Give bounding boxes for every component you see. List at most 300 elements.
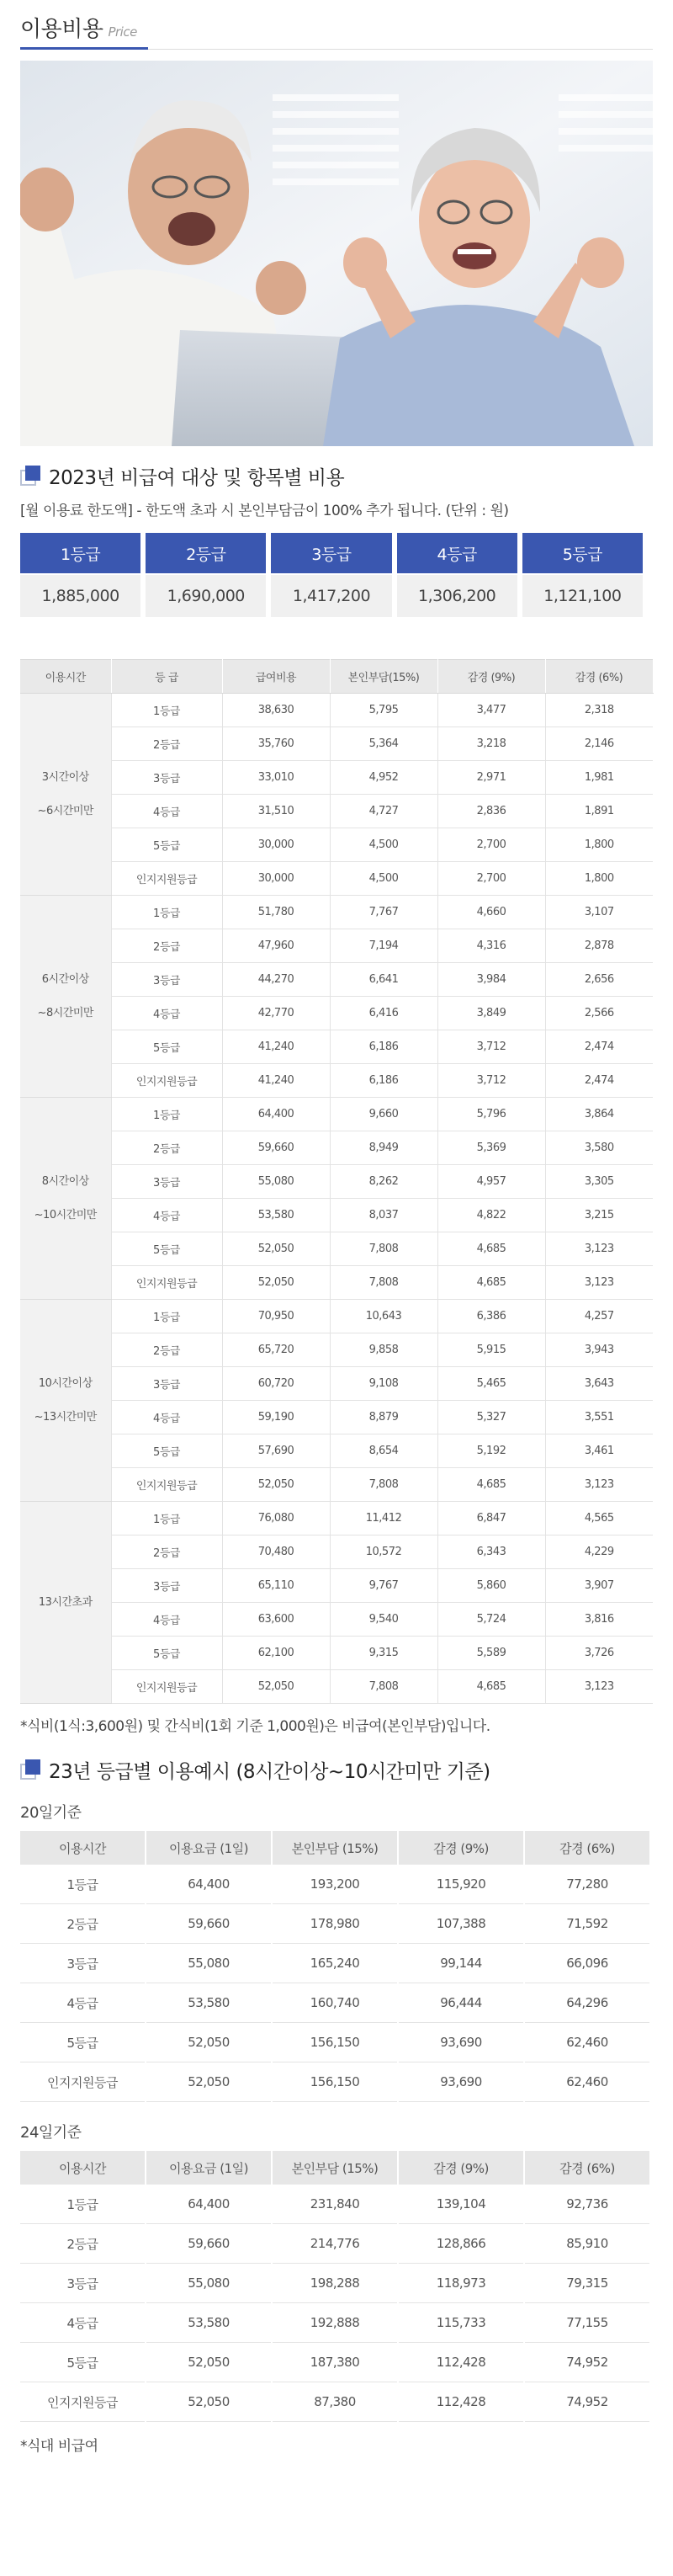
grade-cell: 인지지원등급 bbox=[111, 862, 222, 896]
fee-section bbox=[20, 463, 653, 617]
cost-cell: 4,316 bbox=[437, 929, 545, 963]
cost-cell: 1,891 bbox=[545, 795, 653, 828]
usage-time-cell bbox=[20, 1300, 111, 1502]
square-bullet-icon bbox=[20, 1759, 40, 1780]
usage-time-cell bbox=[20, 896, 111, 1098]
table-row bbox=[20, 2264, 649, 2303]
grade-cell: 1등급 bbox=[20, 1865, 145, 1904]
grade-cell: 3등급 bbox=[20, 1944, 145, 1983]
grade-cell: 2등급 bbox=[111, 1131, 222, 1165]
grade-cell: 5등급 bbox=[20, 2023, 145, 2062]
cost-cell: 112,428 bbox=[399, 2382, 523, 2422]
grade-cell: 인지지원등급 bbox=[111, 1064, 222, 1098]
usage-time-label: 10시간이상 bbox=[38, 1376, 93, 1390]
detail-column-header: 이용시간 bbox=[20, 660, 111, 694]
table-row bbox=[20, 1401, 653, 1434]
example-cost-table bbox=[19, 1831, 651, 2102]
cost-cell: 52,050 bbox=[222, 1670, 330, 1704]
cost-cell: 6,186 bbox=[330, 1030, 437, 1064]
cost-cell: 5,796 bbox=[437, 1098, 545, 1131]
grade-limit-cell: 1,121,100 bbox=[522, 575, 643, 617]
cost-cell: 112,428 bbox=[399, 2343, 523, 2382]
table-row bbox=[20, 1637, 653, 1670]
cost-cell: 74,952 bbox=[525, 2382, 649, 2422]
cost-cell: 41,240 bbox=[222, 1030, 330, 1064]
cost-cell: 4,500 bbox=[330, 862, 437, 896]
grade-limit-cell: 1,885,000 bbox=[20, 575, 140, 617]
cost-cell: 30,000 bbox=[222, 862, 330, 896]
cost-cell: 71,592 bbox=[525, 1904, 649, 1944]
cost-cell: 192,888 bbox=[273, 2303, 397, 2343]
grade-limit-cell: 1,306,200 bbox=[397, 575, 517, 617]
cost-cell: 3,305 bbox=[545, 1165, 653, 1199]
cost-cell: 70,950 bbox=[222, 1300, 330, 1333]
grade-cell: 인지지원등급 bbox=[20, 2062, 145, 2102]
cost-cell: 85,910 bbox=[525, 2224, 649, 2264]
table-row bbox=[20, 694, 653, 727]
cost-cell: 4,229 bbox=[545, 1535, 653, 1569]
cost-cell: 2,146 bbox=[545, 727, 653, 761]
cost-cell: 7,194 bbox=[330, 929, 437, 963]
example-column-header: 이용요금 (1일) bbox=[146, 2151, 271, 2185]
table-row bbox=[20, 1300, 653, 1333]
cost-cell: 160,740 bbox=[273, 1983, 397, 2023]
cost-cell: 60,720 bbox=[222, 1367, 330, 1401]
table-row bbox=[20, 997, 653, 1030]
cost-cell: 7,808 bbox=[330, 1266, 437, 1300]
cost-cell: 2,318 bbox=[545, 694, 653, 727]
table-row bbox=[20, 2224, 649, 2264]
cost-cell: 55,080 bbox=[146, 1944, 271, 1983]
square-bullet-icon bbox=[20, 466, 40, 486]
cost-cell: 5,795 bbox=[330, 694, 437, 727]
cost-cell: 53,580 bbox=[146, 1983, 271, 2023]
cost-cell: 9,767 bbox=[330, 1569, 437, 1603]
table-row bbox=[20, 1266, 653, 1300]
table-row bbox=[20, 727, 653, 761]
example-column-header: 이용요금 (1일) bbox=[146, 1831, 271, 1865]
grade-cell: 3등급 bbox=[111, 1165, 222, 1199]
page-subtitle: Price bbox=[108, 24, 137, 40]
cost-cell: 92,736 bbox=[525, 2185, 649, 2224]
cost-cell: 4,500 bbox=[330, 828, 437, 862]
detail-column-header: 감경 (9%) bbox=[437, 660, 545, 694]
cost-cell: 10,572 bbox=[330, 1535, 437, 1569]
page-header bbox=[20, 0, 653, 52]
cost-cell: 77,280 bbox=[525, 1865, 649, 1904]
example-column-header: 감경 (9%) bbox=[399, 1831, 523, 1865]
table-row bbox=[20, 1904, 649, 1944]
cost-cell: 5,589 bbox=[437, 1637, 545, 1670]
usage-time-label: ~10시간미만 bbox=[34, 1208, 97, 1221]
fee-section-title: 2023년 비급여 대상 및 항목별 비용 bbox=[49, 466, 345, 489]
example-cost-table bbox=[19, 2151, 651, 2422]
example-column-header: 감경 (6%) bbox=[525, 2151, 649, 2185]
cost-cell: 5,327 bbox=[437, 1401, 545, 1434]
detail-cost-table bbox=[20, 659, 654, 1704]
usage-time-label: ~6시간미만 bbox=[37, 804, 93, 817]
cost-cell: 52,050 bbox=[222, 1232, 330, 1266]
cost-cell: 187,380 bbox=[273, 2343, 397, 2382]
table-row bbox=[20, 2303, 649, 2343]
cost-cell: 3,477 bbox=[437, 694, 545, 727]
table-row bbox=[20, 862, 653, 896]
cost-cell: 53,580 bbox=[222, 1199, 330, 1232]
table-row bbox=[20, 1603, 653, 1637]
table-row bbox=[20, 1983, 649, 2023]
cost-cell: 3,107 bbox=[545, 896, 653, 929]
table-row bbox=[20, 795, 653, 828]
cost-cell: 52,050 bbox=[146, 2343, 271, 2382]
cost-cell: 198,288 bbox=[273, 2264, 397, 2303]
usage-time-label: 6시간이상 bbox=[41, 972, 89, 986]
grade-cell: 2등급 bbox=[20, 1904, 145, 1944]
cost-cell: 7,767 bbox=[330, 896, 437, 929]
grade-cell: 3등급 bbox=[20, 2264, 145, 2303]
cost-cell: 3,218 bbox=[437, 727, 545, 761]
cost-cell: 38,630 bbox=[222, 694, 330, 727]
cost-cell: 4,257 bbox=[545, 1300, 653, 1333]
cost-cell: 3,123 bbox=[545, 1232, 653, 1266]
cost-cell: 9,858 bbox=[330, 1333, 437, 1367]
table-row bbox=[20, 929, 653, 963]
cost-cell: 44,270 bbox=[222, 963, 330, 997]
cost-cell: 57,690 bbox=[222, 1434, 330, 1468]
cost-cell: 55,080 bbox=[146, 2264, 271, 2303]
usage-time-cell bbox=[20, 694, 111, 896]
cost-cell: 5,369 bbox=[437, 1131, 545, 1165]
table-row bbox=[20, 1232, 653, 1266]
cost-cell: 96,444 bbox=[399, 1983, 523, 2023]
grade-cell: 5등급 bbox=[111, 828, 222, 862]
cost-cell: 52,050 bbox=[222, 1468, 330, 1502]
table-row bbox=[20, 828, 653, 862]
grade-cell: 4등급 bbox=[20, 2303, 145, 2343]
monthly-limit-table bbox=[15, 533, 648, 617]
grade-cell: 2등급 bbox=[111, 1333, 222, 1367]
cost-cell: 53,580 bbox=[146, 2303, 271, 2343]
cost-cell: 41,240 bbox=[222, 1064, 330, 1098]
table-row bbox=[20, 1064, 653, 1098]
cost-cell: 165,240 bbox=[273, 1944, 397, 1983]
table-row bbox=[20, 1131, 653, 1165]
grade-header: 4등급 bbox=[397, 533, 517, 575]
table-row bbox=[20, 2185, 649, 2224]
cost-cell: 65,110 bbox=[222, 1569, 330, 1603]
cost-cell: 35,760 bbox=[222, 727, 330, 761]
cost-cell: 4,685 bbox=[437, 1670, 545, 1704]
cost-cell: 3,215 bbox=[545, 1199, 653, 1232]
table-row bbox=[20, 1333, 653, 1367]
cost-cell: 139,104 bbox=[399, 2185, 523, 2224]
cost-cell: 156,150 bbox=[273, 2023, 397, 2062]
table-row bbox=[20, 1199, 653, 1232]
example-column-header: 감경 (9%) bbox=[399, 2151, 523, 2185]
cost-cell: 93,690 bbox=[399, 2023, 523, 2062]
table-row bbox=[20, 963, 653, 997]
cost-cell: 33,010 bbox=[222, 761, 330, 795]
detail-column-header: 등 급 bbox=[111, 660, 222, 694]
cost-cell: 231,840 bbox=[273, 2185, 397, 2224]
page-title: 이용비용 Price bbox=[20, 17, 137, 42]
grade-cell: 4등급 bbox=[111, 795, 222, 828]
grade-cell: 3등급 bbox=[111, 761, 222, 795]
table-row bbox=[20, 1367, 653, 1401]
table-row bbox=[20, 1670, 653, 1704]
cost-cell: 9,108 bbox=[330, 1367, 437, 1401]
table-row bbox=[20, 2062, 649, 2102]
grade-cell: 인지지원등급 bbox=[111, 1468, 222, 1502]
period-label: 24일기준 bbox=[20, 2124, 82, 2142]
usage-time-label: 13시간초과 bbox=[38, 1595, 93, 1609]
cost-cell: 93,690 bbox=[399, 2062, 523, 2102]
cost-cell: 1,800 bbox=[545, 862, 653, 896]
cost-cell: 59,660 bbox=[222, 1131, 330, 1165]
grade-cell: 5등급 bbox=[111, 1434, 222, 1468]
cost-cell: 6,847 bbox=[437, 1502, 545, 1535]
cost-cell: 3,712 bbox=[437, 1030, 545, 1064]
cost-cell: 3,726 bbox=[545, 1637, 653, 1670]
grade-cell: 1등급 bbox=[111, 1098, 222, 1131]
cost-cell: 4,685 bbox=[437, 1266, 545, 1300]
example-column-header: 이용시간 bbox=[20, 1831, 145, 1865]
cost-cell: 3,712 bbox=[437, 1064, 545, 1098]
cost-cell: 70,480 bbox=[222, 1535, 330, 1569]
cost-cell: 59,660 bbox=[146, 2224, 271, 2264]
meal-footnote: *식비(1식:3,600원) 및 간식비(1회 기준 1,000원)은 비급여(본인부담)입니다. bbox=[20, 1718, 490, 1735]
cost-cell: 3,943 bbox=[545, 1333, 653, 1367]
cost-cell: 62,100 bbox=[222, 1637, 330, 1670]
cost-cell: 115,733 bbox=[399, 2303, 523, 2343]
usage-time-label: ~8시간미만 bbox=[37, 1006, 93, 1019]
cost-cell: 3,461 bbox=[545, 1434, 653, 1468]
cost-cell: 2,566 bbox=[545, 997, 653, 1030]
example-section-title: 23년 등급별 이용예시 (8시간이상~10시간미만 기준) bbox=[49, 1760, 490, 1783]
period-label: 20일기준 bbox=[20, 1804, 82, 1822]
grade-cell: 5등급 bbox=[20, 2343, 145, 2382]
cost-cell: 55,080 bbox=[222, 1165, 330, 1199]
grade-cell: 5등급 bbox=[111, 1232, 222, 1266]
cost-cell: 3,643 bbox=[545, 1367, 653, 1401]
usage-time-label: 8시간이상 bbox=[41, 1174, 89, 1188]
usage-time-cell bbox=[20, 1098, 111, 1300]
cost-cell: 2,878 bbox=[545, 929, 653, 963]
header-accent-bar bbox=[20, 47, 148, 50]
cost-cell: 51,780 bbox=[222, 896, 330, 929]
table-row bbox=[20, 761, 653, 795]
grade-cell: 3등급 bbox=[111, 1367, 222, 1401]
grade-cell: 5등급 bbox=[111, 1030, 222, 1064]
cost-cell: 79,315 bbox=[525, 2264, 649, 2303]
cost-cell: 3,816 bbox=[545, 1603, 653, 1637]
cost-cell: 5,364 bbox=[330, 727, 437, 761]
cost-cell: 9,315 bbox=[330, 1637, 437, 1670]
cost-cell: 6,416 bbox=[330, 997, 437, 1030]
cost-cell: 6,386 bbox=[437, 1300, 545, 1333]
cost-cell: 52,050 bbox=[146, 2062, 271, 2102]
cost-cell: 77,155 bbox=[525, 2303, 649, 2343]
cost-cell: 2,700 bbox=[437, 862, 545, 896]
cost-cell: 99,144 bbox=[399, 1944, 523, 1983]
detail-column-header: 감경 (6%) bbox=[545, 660, 653, 694]
grade-cell: 4등급 bbox=[111, 1199, 222, 1232]
example-section-heading bbox=[20, 1757, 653, 1782]
cost-cell: 3,849 bbox=[437, 997, 545, 1030]
cost-cell: 66,096 bbox=[525, 1944, 649, 1983]
meal-cost-footnote: *식대 비급여 bbox=[20, 2438, 98, 2455]
cost-cell: 64,400 bbox=[222, 1098, 330, 1131]
cost-cell: 3,864 bbox=[545, 1098, 653, 1131]
cost-cell: 64,400 bbox=[146, 1865, 271, 1904]
cost-cell: 62,460 bbox=[525, 2062, 649, 2102]
cost-cell: 156,150 bbox=[273, 2062, 397, 2102]
cost-cell: 52,050 bbox=[146, 2382, 271, 2422]
grade-cell: 2등급 bbox=[111, 727, 222, 761]
usage-time-label: 3시간이상 bbox=[41, 770, 89, 784]
grade-cell: 4등급 bbox=[111, 1401, 222, 1434]
cost-cell: 4,685 bbox=[437, 1468, 545, 1502]
cost-cell: 47,960 bbox=[222, 929, 330, 963]
monthly-limit-note: [월 이용료 한도액] - 한도액 초과 시 본인부담금이 100% 추가 됩니다. (단위 : 원) bbox=[20, 503, 509, 519]
grade-cell: 4등급 bbox=[111, 1603, 222, 1637]
example-section bbox=[20, 1757, 653, 2455]
detail-column-header: 급여비용 bbox=[222, 660, 330, 694]
example-column-header: 감경 (6%) bbox=[525, 1831, 649, 1865]
table-row bbox=[20, 2382, 649, 2422]
table-row bbox=[20, 1535, 653, 1569]
table-row bbox=[20, 1502, 653, 1535]
cost-cell: 74,952 bbox=[525, 2343, 649, 2382]
grade-limit-cell: 1,690,000 bbox=[146, 575, 266, 617]
cost-cell: 4,822 bbox=[437, 1199, 545, 1232]
seniors-cheering-photo bbox=[20, 61, 653, 446]
cost-cell: 2,656 bbox=[545, 963, 653, 997]
table-row bbox=[20, 1865, 649, 1904]
grade-cell: 3등급 bbox=[111, 963, 222, 997]
cost-cell: 115,920 bbox=[399, 1865, 523, 1904]
cost-cell: 3,580 bbox=[545, 1131, 653, 1165]
table-row bbox=[20, 1165, 653, 1199]
cost-cell: 107,388 bbox=[399, 1904, 523, 1944]
grade-cell: 1등급 bbox=[111, 896, 222, 929]
cost-cell: 4,565 bbox=[545, 1502, 653, 1535]
cost-cell: 11,412 bbox=[330, 1502, 437, 1535]
grade-cell: 2등급 bbox=[111, 929, 222, 963]
cost-cell: 5,465 bbox=[437, 1367, 545, 1401]
grade-cell: 인지지원등급 bbox=[111, 1266, 222, 1300]
cost-cell: 42,770 bbox=[222, 997, 330, 1030]
photo-illustration bbox=[20, 61, 653, 446]
cost-cell: 5,860 bbox=[437, 1569, 545, 1603]
cost-cell: 2,836 bbox=[437, 795, 545, 828]
cost-cell: 6,186 bbox=[330, 1064, 437, 1098]
cost-cell: 8,262 bbox=[330, 1165, 437, 1199]
cost-cell: 76,080 bbox=[222, 1502, 330, 1535]
cost-cell: 3,984 bbox=[437, 963, 545, 997]
cost-cell: 4,660 bbox=[437, 896, 545, 929]
cost-cell: 4,685 bbox=[437, 1232, 545, 1266]
grade-header: 2등급 bbox=[146, 533, 266, 575]
cost-cell: 3,123 bbox=[545, 1468, 653, 1502]
cost-cell: 2,971 bbox=[437, 761, 545, 795]
grade-cell: 5등급 bbox=[111, 1637, 222, 1670]
cost-cell: 52,050 bbox=[146, 2023, 271, 2062]
table-row bbox=[20, 896, 653, 929]
cost-cell: 8,879 bbox=[330, 1401, 437, 1434]
cost-cell: 59,660 bbox=[146, 1904, 271, 1944]
cost-cell: 3,907 bbox=[545, 1569, 653, 1603]
cost-cell: 64,296 bbox=[525, 1983, 649, 2023]
grade-cell: 1등급 bbox=[111, 694, 222, 727]
cost-cell: 128,866 bbox=[399, 2224, 523, 2264]
grade-cell: 2등급 bbox=[111, 1535, 222, 1569]
table-row bbox=[20, 1030, 653, 1064]
table-row bbox=[20, 1944, 649, 1983]
grade-cell: 4등급 bbox=[111, 997, 222, 1030]
detail-column-header: 본인부담(15%) bbox=[330, 660, 437, 694]
cost-cell: 10,643 bbox=[330, 1300, 437, 1333]
cost-cell: 193,200 bbox=[273, 1865, 397, 1904]
table-row bbox=[20, 1569, 653, 1603]
grade-cell: 1등급 bbox=[111, 1300, 222, 1333]
table-row bbox=[20, 1468, 653, 1502]
table-row bbox=[20, 2023, 649, 2062]
cost-cell: 3,123 bbox=[545, 1670, 653, 1704]
cost-cell: 59,190 bbox=[222, 1401, 330, 1434]
cost-cell: 65,720 bbox=[222, 1333, 330, 1367]
cost-cell: 178,980 bbox=[273, 1904, 397, 1944]
cost-cell: 52,050 bbox=[222, 1266, 330, 1300]
cost-cell: 3,123 bbox=[545, 1266, 653, 1300]
cost-cell: 6,343 bbox=[437, 1535, 545, 1569]
example-column-header: 본인부담 (15%) bbox=[273, 2151, 397, 2185]
usage-time-label: ~13시간미만 bbox=[34, 1410, 97, 1424]
grade-header: 3등급 bbox=[271, 533, 391, 575]
cost-cell: 6,641 bbox=[330, 963, 437, 997]
cost-cell: 1,800 bbox=[545, 828, 653, 862]
grade-header: 1등급 bbox=[20, 533, 140, 575]
cost-cell: 2,474 bbox=[545, 1064, 653, 1098]
grade-cell: 인지지원등급 bbox=[20, 2382, 145, 2422]
grade-header: 5등급 bbox=[522, 533, 643, 575]
usage-time-cell bbox=[20, 1502, 111, 1704]
grade-cell: 1등급 bbox=[20, 2185, 145, 2224]
cost-cell: 4,727 bbox=[330, 795, 437, 828]
cost-cell: 214,776 bbox=[273, 2224, 397, 2264]
example-column-header: 본인부담 (15%) bbox=[273, 1831, 397, 1865]
cost-cell: 7,808 bbox=[330, 1468, 437, 1502]
grade-cell: 인지지원등급 bbox=[111, 1670, 222, 1704]
cost-cell: 31,510 bbox=[222, 795, 330, 828]
cost-cell: 1,981 bbox=[545, 761, 653, 795]
cost-cell: 4,957 bbox=[437, 1165, 545, 1199]
table-row bbox=[20, 1098, 653, 1131]
cost-cell: 8,654 bbox=[330, 1434, 437, 1468]
grade-limit-cell: 1,417,200 bbox=[271, 575, 391, 617]
cost-cell: 5,192 bbox=[437, 1434, 545, 1468]
cost-cell: 4,952 bbox=[330, 761, 437, 795]
cost-cell: 5,915 bbox=[437, 1333, 545, 1367]
cost-cell: 87,380 bbox=[273, 2382, 397, 2422]
cost-cell: 63,600 bbox=[222, 1603, 330, 1637]
cost-cell: 2,474 bbox=[545, 1030, 653, 1064]
table-row bbox=[20, 2343, 649, 2382]
fee-section-heading bbox=[20, 463, 653, 488]
grade-cell: 4등급 bbox=[20, 1983, 145, 2023]
cost-cell: 64,400 bbox=[146, 2185, 271, 2224]
cost-cell: 30,000 bbox=[222, 828, 330, 862]
cost-cell: 2,700 bbox=[437, 828, 545, 862]
